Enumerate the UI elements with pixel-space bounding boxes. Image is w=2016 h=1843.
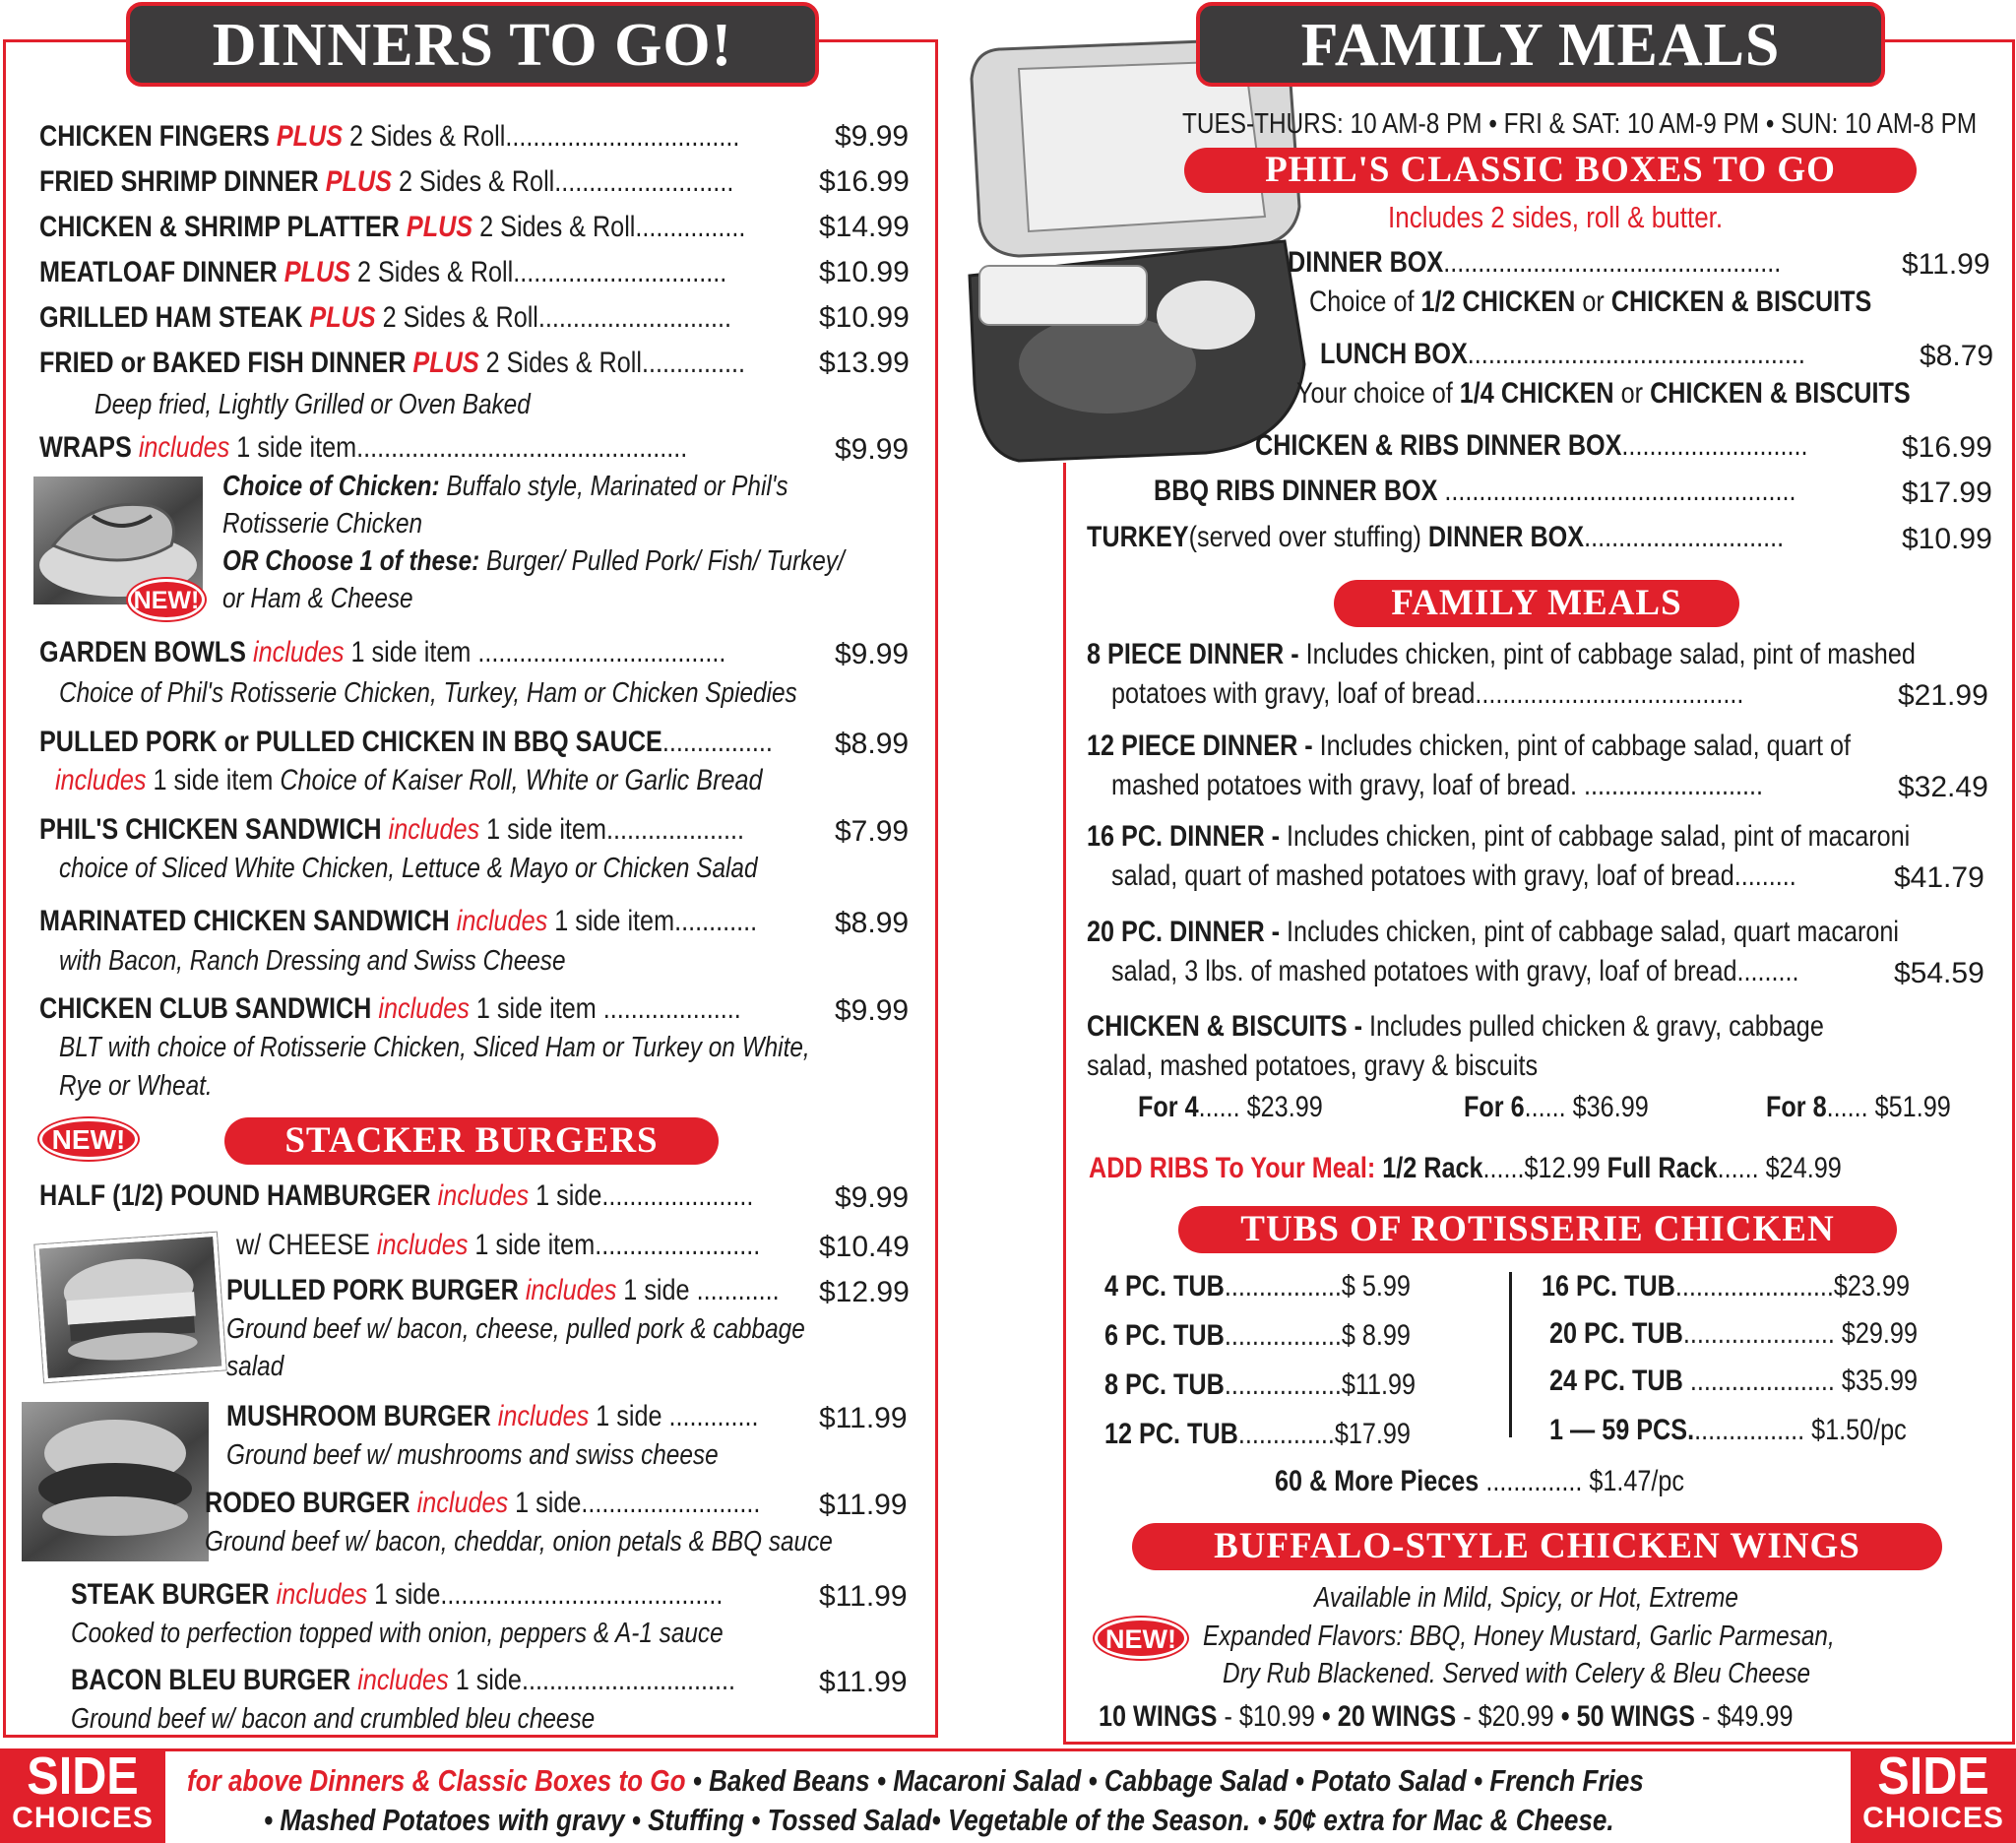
- menu-item: STEAK BURGER includes 1 side.........................................: [71, 1578, 724, 1611]
- wrap-choice-line: OR Choose 1 of these: Burger/ Pulled Pork/ Fish/ Turkey/: [222, 545, 845, 577]
- family-meal-item: 8 PIECE DINNER - Includes chicken, pint of cabbage salad, pint of mashed: [1087, 638, 1916, 670]
- wrap-choice-line: or Ham & Cheese: [222, 583, 413, 614]
- wings-note: Available in Mild, Spicy, or Hot, Extreme: [1314, 1582, 1738, 1614]
- item-note: Your choice of 1/4 CHICKEN or CHICKEN & BISCUITS: [1296, 377, 1911, 410]
- dinners-title: DINNERS TO GO!: [126, 2, 819, 87]
- price: $8.99: [835, 728, 910, 760]
- price: $8.99: [835, 907, 910, 939]
- item-note: Ground beef w/ bacon and crumbled bleu cheese: [71, 1703, 596, 1735]
- price: $21.99: [1898, 679, 1988, 712]
- price: $8.79: [1920, 340, 1994, 372]
- menu-item: CHICKEN FINGERS PLUS 2 Sides & Roll..................................: [39, 120, 740, 153]
- family-meal-item: mashed potatoes with gravy, loaf of bread. ..........................: [1111, 769, 1764, 801]
- family-meal-item: CHICKEN & BISCUITS - Includes pulled chicken & gravy, cabbage: [1087, 1010, 1824, 1043]
- side-choices-label: SIDE CHOICES: [1851, 1748, 2016, 1843]
- add-ribs-line: ADD RIBS To Your Meal: 1/2 Rack......$12.99 Full Rack...... $24.99: [1089, 1152, 1842, 1184]
- biscuits-for-8: For 8...... $51.99: [1766, 1091, 1951, 1123]
- price: $54.59: [1894, 957, 1984, 989]
- tub-item: 12 PC. TUB..............$17.99: [1104, 1418, 1411, 1450]
- wings-prices: 10 WINGS - $10.99 • 20 WINGS - $20.99 • 50 WINGS - $49.99: [1099, 1700, 1794, 1733]
- price: $14.99: [819, 211, 910, 243]
- menu-item: HALF (1/2) POUND HAMBURGER includes 1 side......................: [39, 1179, 754, 1212]
- price: $32.49: [1898, 771, 1988, 803]
- family-meal-item: salad, 3 lbs. of mashed potatoes with gravy, loaf of bread.........: [1111, 955, 1799, 987]
- price: $7.99: [835, 815, 910, 848]
- classic-boxes-heading: PHIL'S CLASSIC BOXES TO GO: [1184, 148, 1917, 193]
- price: $10.49: [819, 1231, 910, 1263]
- menu-item: PULLED PORK or PULLED CHICKEN IN BBQ SAUCE................: [39, 726, 773, 758]
- price: $10.99: [819, 301, 910, 334]
- biscuits-for-4: For 4...... $23.99: [1138, 1091, 1323, 1123]
- price: $9.99: [835, 433, 910, 466]
- wrap-choice-line: Rotisserie Chicken: [222, 508, 423, 540]
- menu-item: w/ CHEESE includes 1 side item........................: [236, 1229, 761, 1261]
- family-meal-item: salad, mashed potatoes, gravy & biscuits: [1087, 1049, 1539, 1082]
- wings-note: Dry Rub Blackened. Served with Celery & Bleu Cheese: [1223, 1658, 1811, 1689]
- classic-boxes-subtitle: Includes 2 sides, roll & butter.: [1388, 200, 1724, 234]
- price: $9.99: [835, 120, 910, 153]
- menu-item: FRIED SHRIMP DINNER PLUS 2 Sides & Roll..........................: [39, 165, 734, 198]
- menu-item: BBQ RIBS DINNER BOX ...................................................: [1154, 475, 1796, 507]
- menu-item: PULLED PORK BURGER includes 1 side ............: [226, 1274, 780, 1306]
- item-note: Cooked to perfection topped with onion, peppers & A-1 sauce: [71, 1618, 724, 1649]
- tub-item: 1 — 59 PCS................. $1.50/pc: [1549, 1414, 1907, 1446]
- to-go-box-photo: [960, 30, 1314, 463]
- price: $11.99: [819, 1666, 908, 1698]
- side-choices-label: SIDE CHOICES: [0, 1748, 165, 1843]
- price: $16.99: [1902, 431, 1992, 464]
- family-meal-item: 16 PC. DINNER - Includes chicken, pint of cabbage salad, pint of macaroni: [1087, 820, 1911, 853]
- tub-item: 4 PC. TUB.................$ 5.99: [1104, 1270, 1411, 1303]
- menu-item: CHICKEN & SHRIMP PLATTER PLUS 2 Sides & Roll................: [39, 211, 746, 243]
- item-note: choice of Sliced White Chicken, Lettuce & Mayo or Chicken Salad: [59, 853, 758, 884]
- tub-item: 6 PC. TUB.................$ 8.99: [1104, 1319, 1411, 1352]
- item-note: Choice of Phil's Rotisserie Chicken, Turkey, Ham or Chicken Spiedies: [59, 677, 797, 709]
- menu-item: FRIED or BAKED FISH DINNER PLUS 2 Sides & Roll...............: [39, 347, 745, 379]
- price: $10.99: [819, 256, 910, 288]
- price: $9.99: [835, 1181, 910, 1214]
- hours: TUES-THURS: 10 AM-8 PM • FRI & SAT: 10 AM-9 PM • SUN: 10 AM-8 PM: [1182, 108, 1978, 140]
- item-note: Ground beef w/ bacon, cheddar, onion petals & BBQ sauce: [205, 1526, 833, 1557]
- price: $17.99: [1902, 477, 1992, 509]
- item-note: Ground beef w/ bacon, cheese, pulled pork & cabbage: [226, 1313, 805, 1345]
- stacker-burgers-heading: STACKER BURGERS: [224, 1117, 719, 1165]
- menu-item: DINNER BOX.................................................: [1288, 246, 1782, 279]
- family-meal-item: salad, quart of mashed potatoes with gravy, loaf of bread.........: [1111, 859, 1796, 892]
- tub-item: 20 PC. TUB...................... $29.99: [1549, 1317, 1918, 1350]
- tub-item: 60 & More Pieces .............. $1.47/pc: [1275, 1465, 1685, 1497]
- tubs-divider: [1509, 1272, 1512, 1437]
- family-meals-title: FAMILY MEALS: [1196, 2, 1885, 87]
- item-note: salad: [226, 1351, 284, 1382]
- menu-item: MARINATED CHICKEN SANDWICH includes 1 side item............: [39, 905, 758, 937]
- wrap-choice-line: Choice of Chicken: Buffalo style, Marinated or Phil's: [222, 471, 788, 502]
- menu-item: TURKEY(served over stuffing) DINNER BOX.............................: [1087, 521, 1785, 553]
- price: $11.99: [819, 1580, 908, 1613]
- menu-item: RODEO BURGER includes 1 side..........................: [205, 1487, 761, 1519]
- price: $41.79: [1894, 861, 1984, 894]
- price: $11.99: [819, 1402, 908, 1434]
- new-badge: NEW!: [39, 1118, 138, 1160]
- item-note: includes 1 side item Choice of Kaiser Roll, White or Garlic Bread: [55, 764, 763, 796]
- tub-item: 16 PC. TUB.......................$23.99: [1542, 1270, 1910, 1303]
- biscuits-for-6: For 6...... $36.99: [1464, 1091, 1649, 1123]
- item-note: BLT with choice of Rotisserie Chicken, Sliced Ham or Turkey on White,: [59, 1032, 810, 1063]
- menu-item: PHIL'S CHICKEN SANDWICH includes 1 side item....................: [39, 813, 744, 846]
- menu-item: CHICKEN CLUB SANDWICH includes 1 side item ....................: [39, 992, 741, 1025]
- wings-heading: BUFFALO-STYLE CHICKEN WINGS: [1132, 1523, 1942, 1570]
- family-meal-item: 12 PIECE DINNER - Includes chicken, pint of cabbage salad, quart of: [1087, 730, 1852, 762]
- pulled-pork-burger-photo: [34, 1233, 225, 1383]
- family-meal-item: potatoes with gravy, loaf of bread.......................................: [1111, 677, 1744, 710]
- item-note: Rye or Wheat.: [59, 1070, 213, 1102]
- family-meals-heading: FAMILY MEALS: [1334, 580, 1739, 627]
- side-choices-line: • Mashed Potatoes with gravy • Stuffing • Tossed Salad• Vegetable of the Season. • 50¢ extra for Mac & Cheese.: [264, 1803, 1614, 1837]
- price: $16.99: [819, 165, 910, 198]
- menu-item: LUNCH BOX.................................................: [1320, 338, 1805, 370]
- item-note: Deep fried, Lightly Grilled or Oven Baked: [94, 389, 531, 420]
- wings-note: Expanded Flavors: BBQ, Honey Mustard, Garlic Parmesan,: [1203, 1621, 1835, 1652]
- price: $11.99: [1902, 248, 1990, 281]
- new-badge: NEW!: [128, 579, 205, 620]
- new-badge: NEW!: [1095, 1618, 1187, 1659]
- price: $9.99: [835, 994, 910, 1027]
- item-note: Choice of 1/2 CHICKEN or CHICKEN & BISCUITS: [1309, 286, 1872, 318]
- item-note: with Bacon, Ranch Dressing and Swiss Cheese: [59, 945, 566, 977]
- menu-item: MUSHROOM BURGER includes 1 side .............: [226, 1400, 759, 1432]
- tubs-heading: TUBS OF ROTISSERIE CHICKEN: [1178, 1206, 1897, 1253]
- side-choices-line: for above Dinners & Classic Boxes to Go • Baked Beans • Macaroni Salad • Cabbage Salad • Potato Salad • French Fries: [187, 1763, 1644, 1798]
- price: $13.99: [819, 347, 910, 379]
- family-meal-item: 20 PC. DINNER - Includes chicken, pint of cabbage salad, quart macaroni: [1087, 916, 1900, 948]
- price: $12.99: [819, 1276, 910, 1308]
- tub-item: 8 PC. TUB.................$11.99: [1104, 1368, 1417, 1401]
- menu-item: CHICKEN & RIBS DINNER BOX...........................: [1255, 429, 1808, 462]
- menu-item: MEATLOAF DINNER PLUS 2 Sides & Roll...............................: [39, 256, 727, 288]
- mushroom-burger-photo: [22, 1402, 209, 1561]
- menu-item: BACON BLEU BURGER includes 1 side...............................: [71, 1664, 735, 1696]
- item-note: Ground beef w/ mushrooms and swiss cheese: [226, 1439, 719, 1471]
- tub-item: 24 PC. TUB ..................... $35.99: [1549, 1365, 1918, 1397]
- menu-item: GRILLED HAM STEAK PLUS 2 Sides & Roll............................: [39, 301, 731, 334]
- price: $11.99: [819, 1489, 908, 1521]
- menu-item: GARDEN BOWLS includes 1 side item ....................................: [39, 636, 726, 668]
- price: $9.99: [835, 638, 910, 670]
- price: $10.99: [1902, 523, 1992, 555]
- menu-item: WRAPS includes 1 side item................................................: [39, 431, 688, 464]
